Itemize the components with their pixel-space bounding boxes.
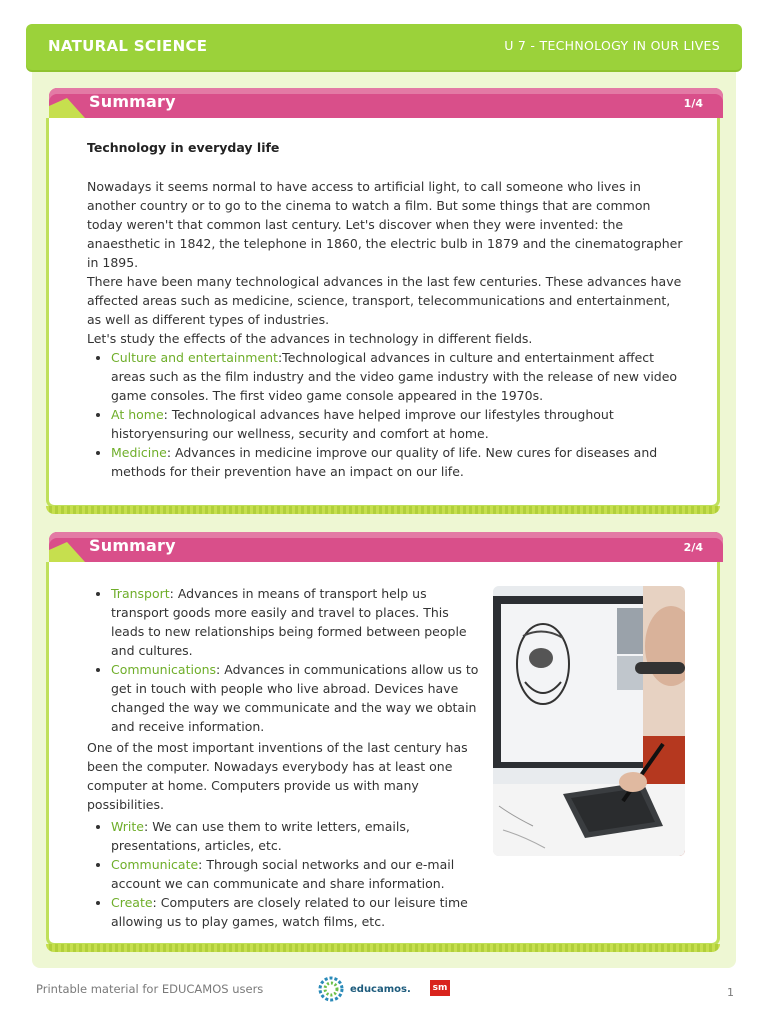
computer-drawing-photo bbox=[493, 586, 685, 856]
paragraph: One of the most important inventions of the last century has been the computer. Nowadays everybody has at least one computer at home. Computers provide us with many possibilities. bbox=[87, 740, 468, 812]
photo-illustration bbox=[493, 586, 685, 856]
unit-title: U 7 - TECHNOLOGY IN OUR LIVES bbox=[504, 38, 720, 53]
list-term: Transport bbox=[111, 586, 170, 601]
list-term: Write bbox=[111, 819, 145, 834]
panel-footer-strip bbox=[46, 944, 720, 952]
panel-content bbox=[87, 584, 479, 931]
bullet-list bbox=[87, 584, 479, 736]
list-term: Create bbox=[111, 895, 153, 910]
list-text: : Advances in communications allow us to get in touch with people who live abroad. Devices have changed the way we communicate and the way we obtain and receive information. bbox=[111, 662, 479, 734]
panel-header bbox=[49, 88, 723, 118]
subject-title: NATURAL SCIENCE bbox=[48, 37, 208, 55]
list-term: Communications bbox=[111, 662, 217, 677]
list-text: : Computers are closely related to our leisure time allowing us to play games, watch films, etc. bbox=[111, 895, 468, 929]
summary-panel-2 bbox=[46, 536, 720, 946]
educamos-logo-text: educamos. bbox=[350, 983, 411, 995]
list-text: : Advances in medicine improve our quality of life. New cures for diseases and methods for their prevention have an impact on our life. bbox=[111, 445, 658, 479]
bullet-list bbox=[87, 817, 479, 931]
list-text: : Technological advances have helped improve our lifestyles throughout historyensuring our wellness, security and comfort at home. bbox=[111, 407, 614, 441]
list-text: : We can use them to write letters, emails, presentations, articles, etc. bbox=[111, 819, 410, 853]
list-item bbox=[111, 443, 687, 481]
paragraph: There have been many technological advances in the last few centuries. These advances have affected areas such as medicine, science, transport, telecommunications and entertainment, as well as different types of industries. bbox=[87, 274, 682, 327]
panel-header bbox=[49, 532, 723, 562]
list-term: Culture and entertainment bbox=[111, 350, 278, 365]
list-item bbox=[111, 660, 479, 736]
educamos-logo bbox=[318, 976, 411, 1002]
list-text: : Advances in means of transport help us transport goods more easily and travel to places. This leads to new relationships being formed between people and cultures. bbox=[111, 586, 467, 658]
panel-title: Summary bbox=[89, 536, 176, 555]
panel-content bbox=[87, 138, 687, 481]
sm-logo: sm bbox=[430, 980, 450, 996]
list-item bbox=[111, 817, 479, 855]
list-item bbox=[111, 584, 479, 660]
footer-note: Printable material for EDUCAMOS users bbox=[36, 982, 264, 996]
page-header bbox=[26, 24, 742, 70]
bullet-list bbox=[87, 348, 687, 481]
panel-page-indicator: 2/4 bbox=[683, 541, 703, 554]
paragraph: Nowadays it seems normal to have access to artificial light, to call someone who lives in another country or to go to the cinema to watch a film. But some things that are common today weren't that common last century. Let's discover when they were invented: the anaesthetic in 1842, the telephone in 1860, the electric bulb in 1879 and the cinematographer in 1895. bbox=[87, 179, 683, 270]
section-heading: Technology in everyday life bbox=[87, 140, 280, 155]
panel-tab-decoration bbox=[49, 542, 85, 562]
list-item bbox=[111, 405, 687, 443]
panel-tab-decoration bbox=[49, 98, 85, 118]
panel-footer-strip bbox=[46, 506, 720, 514]
panel-title: Summary bbox=[89, 92, 176, 111]
list-text: :Technological advances in culture and entertainment affect areas such as the film industry and the video game industry with the release of new video game consoles. The first video game console appeared in the 1970s. bbox=[111, 350, 678, 403]
panel-page-indicator: 1/4 bbox=[683, 97, 703, 110]
list-term: Medicine bbox=[111, 445, 167, 460]
educamos-logo-icon bbox=[318, 976, 344, 1002]
list-text: : Through social networks and our e-mail account we can communicate and share information. bbox=[111, 857, 455, 891]
list-term: Communicate bbox=[111, 857, 199, 872]
paragraph: Let's study the effects of the advances in technology in different fields. bbox=[87, 331, 533, 346]
list-term: At home bbox=[111, 407, 164, 422]
list-item bbox=[111, 855, 479, 893]
page-number: 1 bbox=[727, 986, 734, 999]
list-item bbox=[111, 348, 687, 405]
list-item bbox=[111, 893, 479, 931]
summary-panel-1 bbox=[46, 92, 720, 508]
